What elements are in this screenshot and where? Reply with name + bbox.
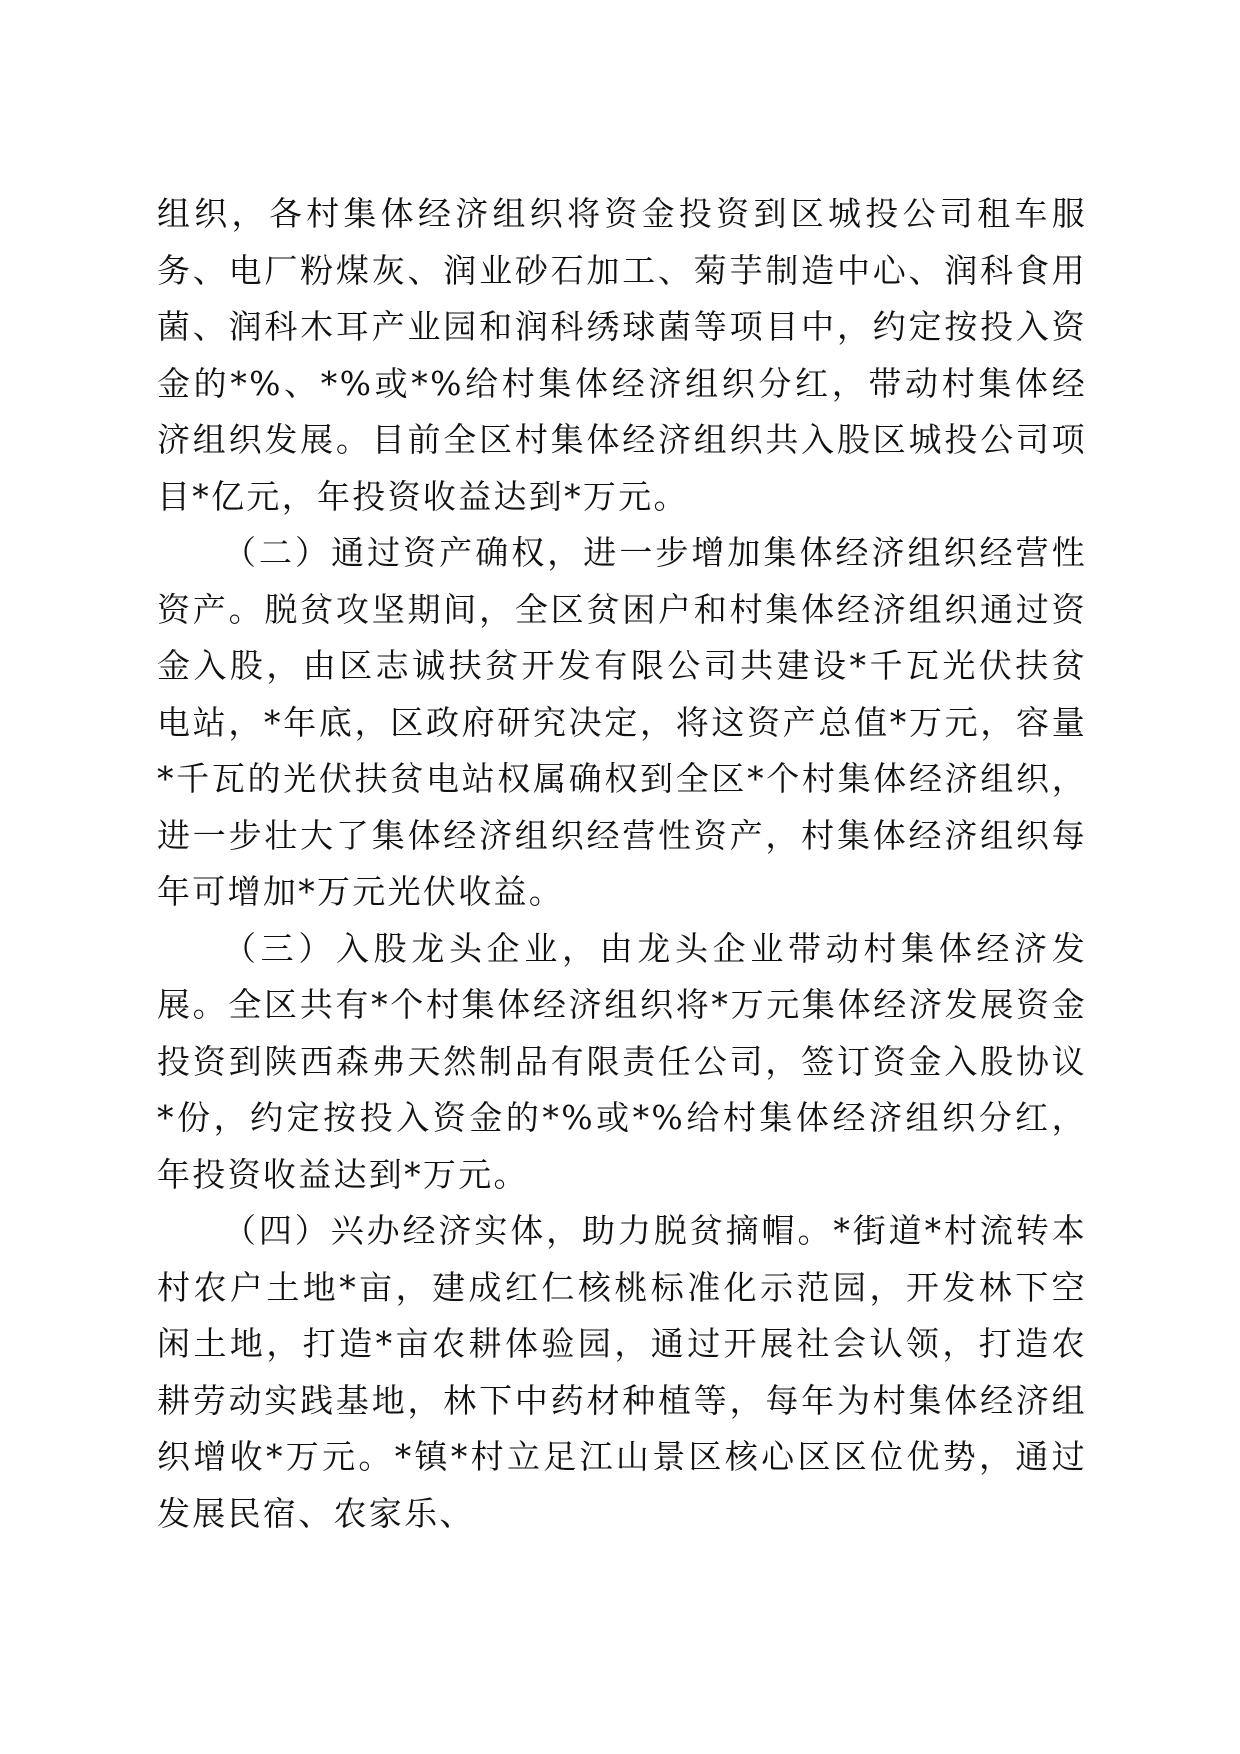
paragraph-section-two: （二）通过资产确权，进一步增加集体经济组织经营性资产。脱贫攻坚期间，全区贫困户和村集体经济组织通过资金入股，由区志诚扶贫开发有限公司共建设*千瓦光伏扶贫电站，*年底，区政府研究决定，将这资产总值*万元，容量*千瓦的光伏扶贫电站权属确权到全区*个村集体经济组织，进一步壮大了集体经济组织经营性资产，村集体经济组织每年可增加*万元光伏收益。 bbox=[157, 533, 1087, 911]
paragraph-section-four: （四）兴办经济实体，助力脱贫摘帽。*街道*村流转本村农户土地*亩，建成红仁核桃标准化示范园，开发林下空闲土地，打造*亩农耕体验园，通过开展社会认领，打造农耕劳动实践基地，林下中药材种植等，每年为村集体经济组织增收*万元。*镇*村立足江山景区核心区区位优势，通过发展民宿、农家乐、 bbox=[157, 1211, 1087, 1533]
paragraph-section-three: （三）入股龙头企业，由龙头企业带动村集体经济发展。全区共有*个村集体经济组织将*万元集体经济发展资金投资到陕西森弗天然制品有限责任公司，签订资金入股协议*份，约定按投入资金的*%或*%给村集体经济组织分红，年投资收益达到*万元。 bbox=[157, 928, 1087, 1194]
document-body bbox=[157, 186, 1087, 1542]
paragraph-continuation: 组织，各村集体经济组织将资金投资到区城投公司租车服务、电厂粉煤灰、润业砂石加工、菊芋制造中心、润科食用菌、润科木耳产业园和润科绣球菌等项目中，约定按投入资金的*%、*%或*%给村集体经济组织分红，带动村集体经济组织发展。目前全区村集体经济组织共入股区城投公司项目*亿元，年投资收益达到*万元。 bbox=[157, 194, 1087, 516]
